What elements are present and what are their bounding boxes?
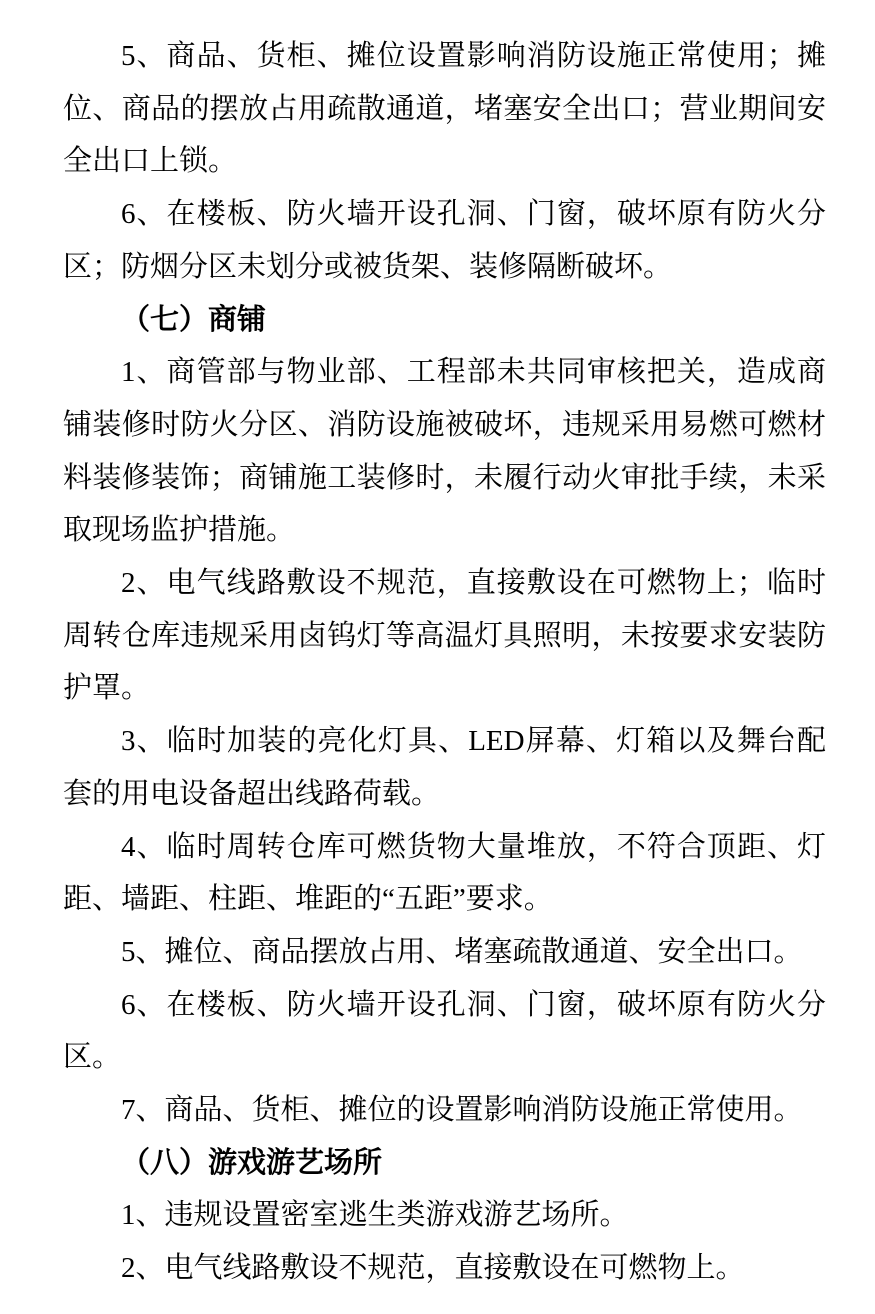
paragraph: 5、摊位、商品摆放占用、堵塞疏散通道、安全出口。 bbox=[121, 935, 803, 968]
paragraph: 6、在楼板、防火墙开设孔洞、门窗，破坏原有防火分区。 bbox=[63, 988, 826, 1074]
paragraph: 7、商品、货柜、摊位的设置影响消防设施正常使用。 bbox=[121, 1094, 803, 1127]
section-heading: （八）游戏游艺场所 bbox=[121, 1146, 383, 1179]
document-body bbox=[63, 30, 826, 1295]
paragraph: 5、商品、货柜、摊位设置影响消防设施正常使用；摊位、商品的摆放占用疏散通道，堵塞安全出口；营业期间安全出口上锁。 bbox=[63, 40, 826, 178]
paragraph: 2、电气线路敷设不规范，直接敷设在可燃物上。 bbox=[121, 1252, 745, 1285]
paragraph: 4、临时周转仓库可燃货物大量堆放，不符合顶距、灯距、墙距、柱距、堆距的“五距”要求。 bbox=[63, 830, 826, 916]
paragraph: 2、电气线路敷设不规范，直接敷设在可燃物上；临时周转仓库违规采用卤钨灯等高温灯具照明，未按要求安装防护罩。 bbox=[63, 567, 826, 705]
paragraph: 1、商管部与物业部、工程部未共同审核把关，造成商铺装修时防火分区、消防设施被破坏，违规采用易燃可燃材料装修装饰；商铺施工装修时，未履行动火审批手续，未采取现场监护措施。 bbox=[63, 356, 826, 547]
paragraph: 3、临时加装的亮化灯具、LED屏幕、灯箱以及舞台配套的用电设备超出线路荷载。 bbox=[63, 725, 826, 810]
paragraph: 6、在楼板、防火墙开设孔洞、门窗，破坏原有防火分区；防烟分区未划分或被货架、装修隔断破坏。 bbox=[63, 198, 826, 283]
paragraph: 1、违规设置密室逃生类游戏游艺场所。 bbox=[121, 1199, 629, 1232]
section-heading: （七）商铺 bbox=[121, 303, 267, 336]
